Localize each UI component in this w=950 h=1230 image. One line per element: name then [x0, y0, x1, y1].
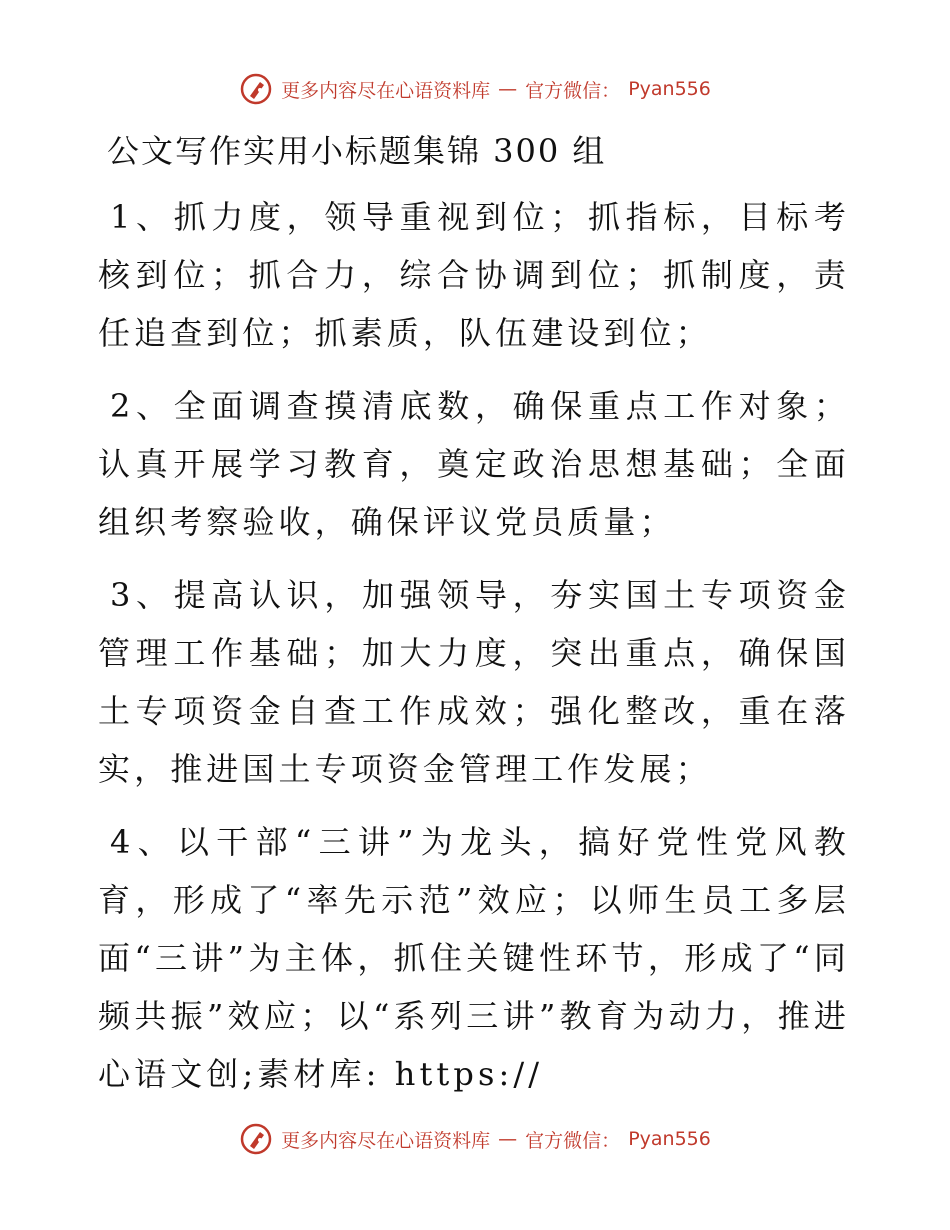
paragraph-text: 全面调查摸清底数，确保重点工作对象；认真开展学习教育，奠定政治思想基础；全面组织考察验收，确保评议党员质量；: [98, 387, 850, 541]
paragraph: [98, 188, 850, 362]
paragraph-number: 2、: [110, 387, 174, 425]
paragraph-number: 3、: [110, 576, 174, 614]
banner-wechat-id: Pyan556: [628, 1128, 711, 1150]
paragraph: [98, 813, 850, 1103]
paragraph-number: 4、: [110, 823, 177, 861]
banner-wechat-label: 官方微信：: [525, 1129, 621, 1152]
paragraph: [98, 377, 850, 551]
paragraph-number: 1、: [110, 198, 174, 236]
document-body: [98, 188, 850, 1118]
banner-dash: —: [498, 78, 518, 100]
banner-slogan: 更多内容尽在心语资料库: [281, 79, 491, 102]
header-banner: [0, 72, 950, 106]
banner-slogan: 更多内容尽在心语资料库: [281, 1129, 491, 1152]
paragraph: [98, 566, 850, 798]
paragraph-text: 抓力度，领导重视到位；抓指标，目标考核到位；抓合力，综合协调到位；抓制度，责任追查到位；抓素质，队伍建设到位；: [98, 198, 850, 352]
paragraph-text: 以干部“三讲”为龙头，搞好党性党风教育，形成了“率先示范”效应；以师生员工多层面“三讲”为主体，抓住关键性环节，形成了“同频共振”效应；以“系列三讲”教育为动力，推进心语文创;素材库: https://: [98, 823, 850, 1093]
document-title: 公文写作实用小标题集锦 300 组: [107, 132, 607, 170]
paragraph-text: 提高认识，加强领导，夯实国土专项资金管理工作基础；加大力度，突出重点，确保国土专项资金自查工作成效；强化整改，重在落实，推进国土专项资金管理工作发展；: [98, 576, 850, 788]
banner-wechat-id: Pyan556: [628, 78, 711, 100]
banner-dash: —: [498, 1128, 518, 1150]
banner-wechat-label: 官方微信：: [525, 79, 621, 102]
pen-nib-circle-icon: [239, 1122, 273, 1156]
pen-nib-circle-icon: [239, 72, 273, 106]
footer-banner: [0, 1122, 950, 1156]
